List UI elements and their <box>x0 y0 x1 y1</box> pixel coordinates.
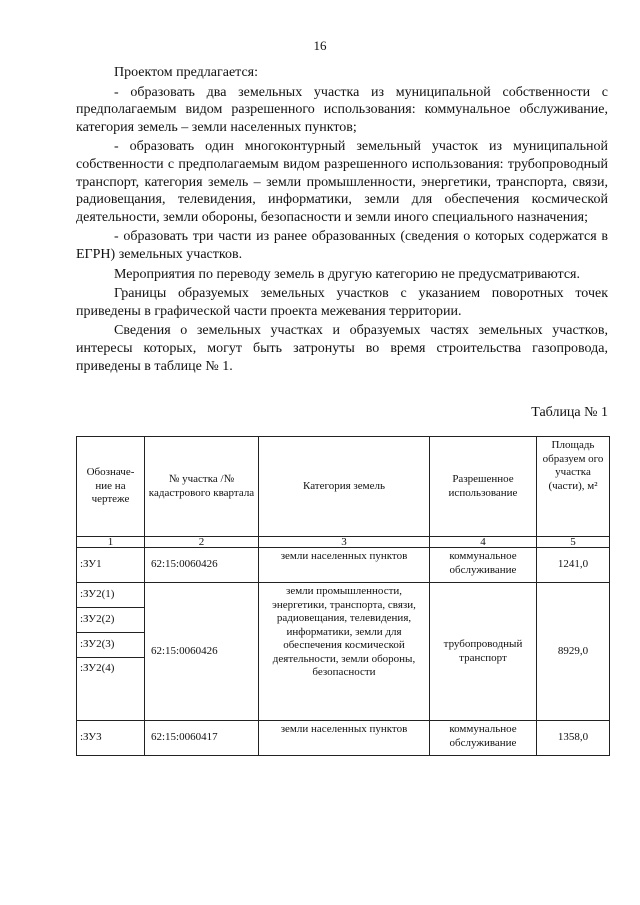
cadastral-number: 62:15:0060426 <box>145 548 259 583</box>
permitted-use: трубопроводный транспорт <box>430 583 537 721</box>
permitted-use: коммунальное обслуживание <box>430 721 537 756</box>
column-number: 1 <box>77 537 145 548</box>
plot-code: :ЗУ2(2) <box>77 608 145 633</box>
table-row <box>77 721 610 756</box>
table-row <box>77 583 610 608</box>
plot-code: :ЗУ2(3) <box>77 633 145 658</box>
table-caption: Таблица № 1 <box>531 405 608 420</box>
header-cell: Площадь образуем ого участка (части), м² <box>537 437 610 537</box>
land-plots-table <box>76 436 610 756</box>
column-number: 2 <box>145 537 259 548</box>
table-header-row <box>77 437 610 537</box>
cadastral-number: 62:15:0060426 <box>145 583 259 721</box>
plot-area: 1241,0 <box>537 548 610 583</box>
plot-code: :ЗУ2(4) <box>77 658 145 721</box>
header-cell: Разрешенное использование <box>430 437 537 537</box>
paragraph: Проектом предлагается: <box>114 65 258 80</box>
header-cell: Обозначе-ние на чертеже <box>77 437 145 537</box>
paragraph: - образовать два земельных участка из муниципальной собственности с предполагаемым видом разрешенного использования: коммунальное обслуживание, категория земель – земли населенных пунктов; <box>76 84 608 135</box>
table-row <box>77 548 610 583</box>
page-number: 16 <box>313 38 327 53</box>
body-text <box>76 64 608 375</box>
plot-code: :ЗУ3 <box>77 721 145 756</box>
header-cell: № участка /№ кадастрового квартала <box>145 437 259 537</box>
cadastral-number: 62:15:0060417 <box>145 721 259 756</box>
paragraph: - образовать три части из ранее образованных (сведения о которых содержатся в ЕГРН) земельных участков. <box>76 229 608 262</box>
permitted-use: коммунальное обслуживание <box>430 548 537 583</box>
column-number: 4 <box>430 537 537 548</box>
header-cell: Категория земель <box>259 437 430 537</box>
plot-code: :ЗУ1 <box>77 548 145 583</box>
column-number: 3 <box>259 537 430 548</box>
land-category: земли населенных пунктов <box>259 721 430 756</box>
plot-area: 8929,0 <box>537 583 610 721</box>
column-number: 5 <box>537 537 610 548</box>
paragraph: - образовать один многоконтурный земельный участок из муниципальной собственности с предполагаемым видом разрешенного использования: трубопроводный транспорт, категория земель – земли промышленности, энергетики, транспорта, связи, радиовещания, телевидения, информатики, земли для обеспечения космической деятельности, земли обороны, безопасности и земли иного специального назначения; <box>76 139 608 225</box>
paragraph: Границы образуемых земельных участков с указанием поворотных точек приведены в графической части проекта межевания территории. <box>76 286 608 319</box>
paragraph: Мероприятия по переводу земель в другую категорию не предусматриваются. <box>114 266 580 282</box>
land-category: земли населенных пунктов <box>259 548 430 583</box>
column-number-row <box>77 537 610 548</box>
paragraph: Сведения о земельных участках и образуемых частях земельных участков, интересы которых, могут быть затронуты во время строительства газопровода, приведены в таблице № 1. <box>76 323 608 374</box>
plot-area: 1358,0 <box>537 721 610 756</box>
land-category: земли промышленности, энергетики, транспорта, связи, радиовещания, телевидения, информатики, земли для обеспечения космической деятельности, земли обороны, безопасности <box>259 583 430 721</box>
plot-code: :ЗУ2(1) <box>77 583 145 608</box>
